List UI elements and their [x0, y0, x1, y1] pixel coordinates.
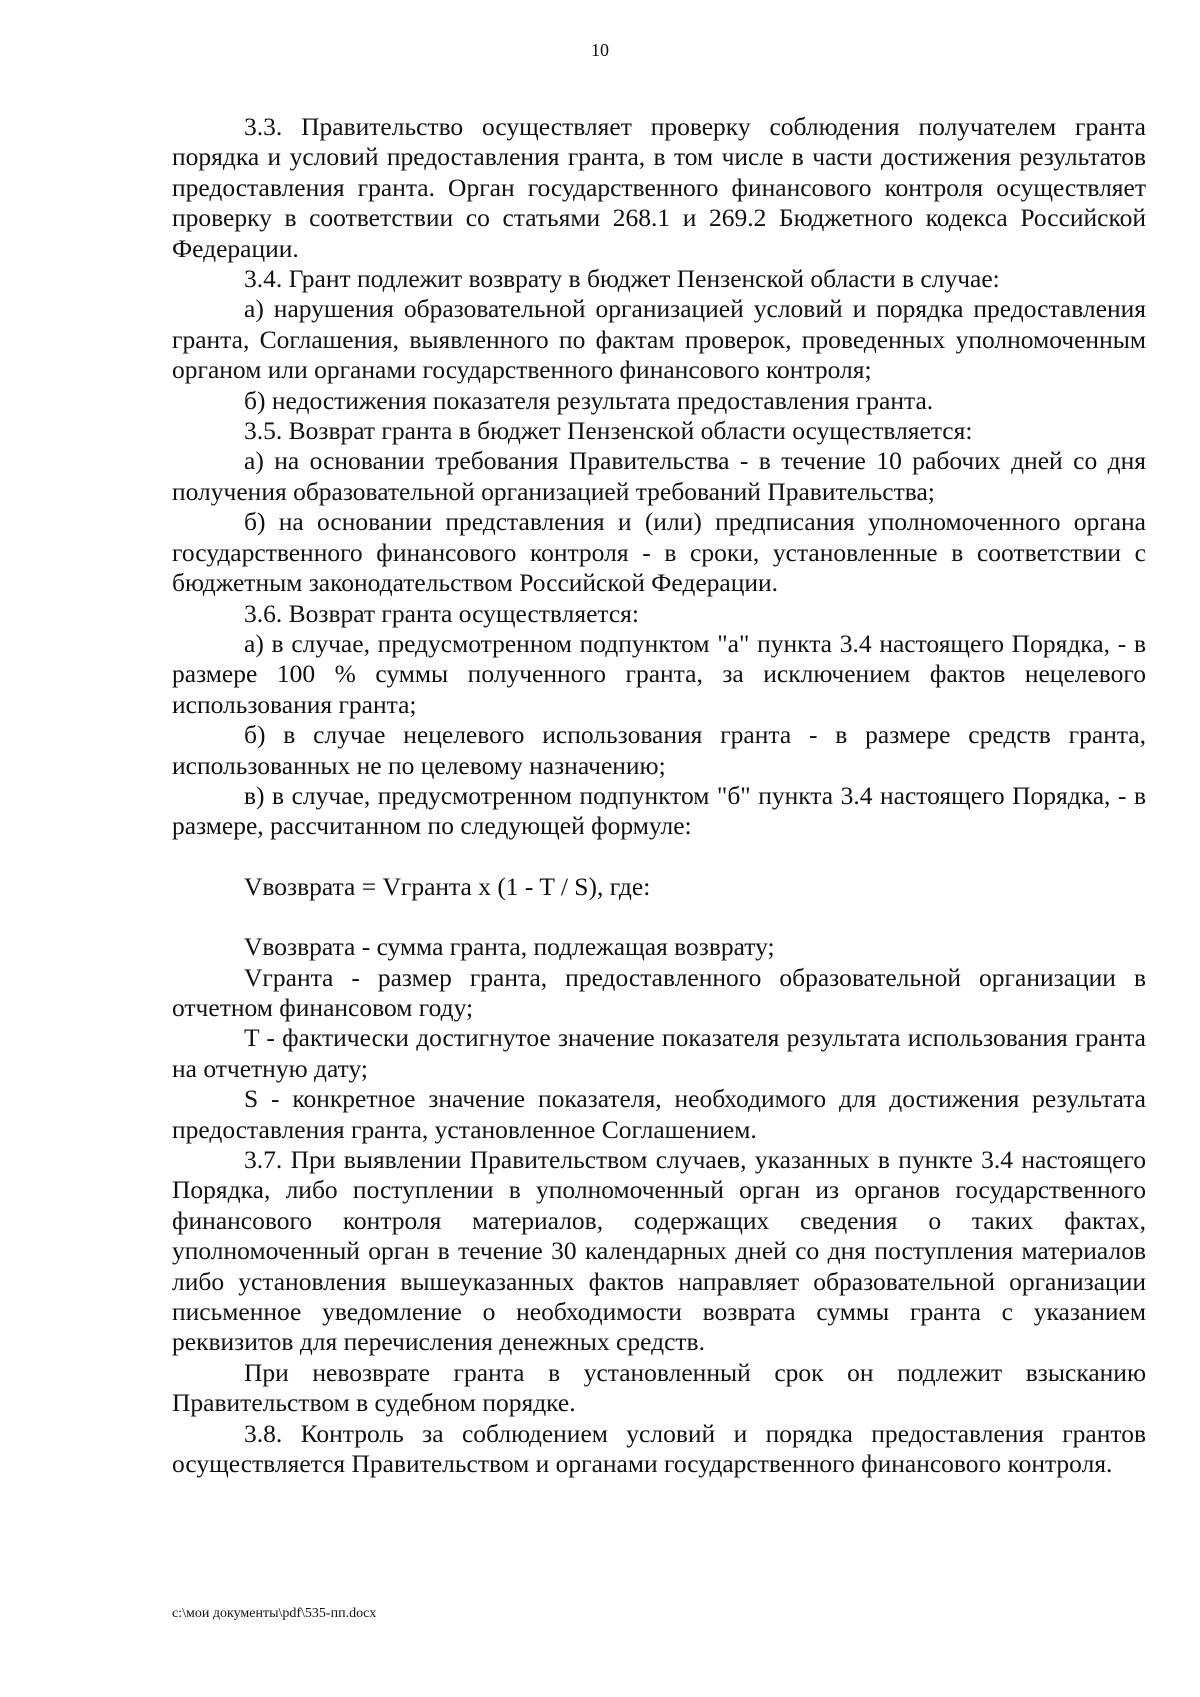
paragraph-3-6-v: в) в случае, предусмотренном подпунктом "б" пункта 3.4 настоящего Порядка, - в размере, рассчитанном по следующей формуле:	[172, 780, 1146, 841]
definition-v-refund: Vвозврата - сумма гранта, подлежащая возврату;	[244, 932, 775, 962]
paragraph-3-4-a: а) нарушения образовательной организацией условий и порядка предоставления гранта, Соглашения, выявленного по фактам проверок, проведенных уполномоченным органом или органами государственного финансового контроля;	[172, 294, 1146, 385]
paragraph-3-5-b: б) на основании представления и (или) предписания уполномоченного органа государственного финансового контроля - в сроки, установленные в соответствии с бюджетным законодательством Российской Федерации.	[172, 507, 1146, 598]
refund-formula: Vвозврата = Vгранта x (1 - T / S), где:	[244, 871, 651, 901]
paragraph-3-5: 3.5. Возврат гранта в бюджет Пензенской области осуществляется:	[244, 416, 973, 446]
footer-file-path: c:\мои документы\pdf\535-пп.docx	[172, 1606, 377, 1621]
paragraph-3-6-b: б) в случае нецелевого использования гранта - в размере средств гранта, использованных не по целевому назначению;	[172, 720, 1146, 780]
definition-t: T - фактически достигнутое значение показателя результата использования гранта на отчетную дату;	[172, 1023, 1146, 1083]
document-body	[172, 112, 1146, 1479]
definition-v-grant: Vгранта - размер гранта, предоставленного образовательной организации в отчетном финансовом году;	[172, 962, 1146, 1022]
paragraph-3-7: 3.7. При выявлении Правительством случаев, указанных в пункте 3.4 настоящего Порядка, либо поступлении в уполномоченный орган из органов государственного финансового контроля материалов, содержащих сведения о таких фактах, уполномоченный орган в течение 30 календарных дней со дня поступления материалов либо установления вышеуказанных фактов направляет образовательной организации письменное уведомление о необходимости возврата суммы гранта с указанием реквизитов для перечисления денежных средств.	[172, 1145, 1146, 1357]
paragraph-3-6: 3.6. Возврат гранта осуществляется:	[244, 598, 639, 628]
paragraph-3-5-a: а) на основании требования Правительства - в течение 10 рабочих дней со дня получения образовательной организацией требований Правительства;	[172, 446, 1146, 506]
paragraph-3-8: 3.8. Контроль за соблюдением условий и порядка предоставления грантов осуществляется Правительством и органами государственного финансового контроля.	[172, 1418, 1146, 1479]
paragraph-3-4: 3.4. Грант подлежит возврату в бюджет Пензенской области в случае:	[244, 264, 1000, 294]
paragraph-3-6-a: а) в случае, предусмотренном подпунктом "а" пункта 3.4 настоящего Порядка, - в размере 100 % суммы полученного гранта, за исключением фактов нецелевого использования гранта;	[172, 628, 1146, 719]
paragraph-non-return: При невозврате гранта в установленный срок он подлежит взысканию Правительством в судебном порядке.	[172, 1357, 1146, 1418]
page-number: 10	[591, 40, 609, 60]
paragraph-3-4-b: б) недостижения показателя результата предоставления гранта.	[244, 385, 934, 415]
paragraph-3-3: 3.3. Правительство осуществляет проверку соблюдения получателем гранта порядка и условий предоставления гранта, в том числе в части достижения результатов предоставления гранта. Орган государственного финансового контроля осуществляет проверку в соответствии со статьями 268.1 и 269.2 Бюджетного кодекса Российской Федерации.	[172, 112, 1146, 263]
definition-s: S - конкретное значение показателя, необходимого для достижения результата предоставления гранта, установленное Соглашением.	[172, 1084, 1146, 1144]
